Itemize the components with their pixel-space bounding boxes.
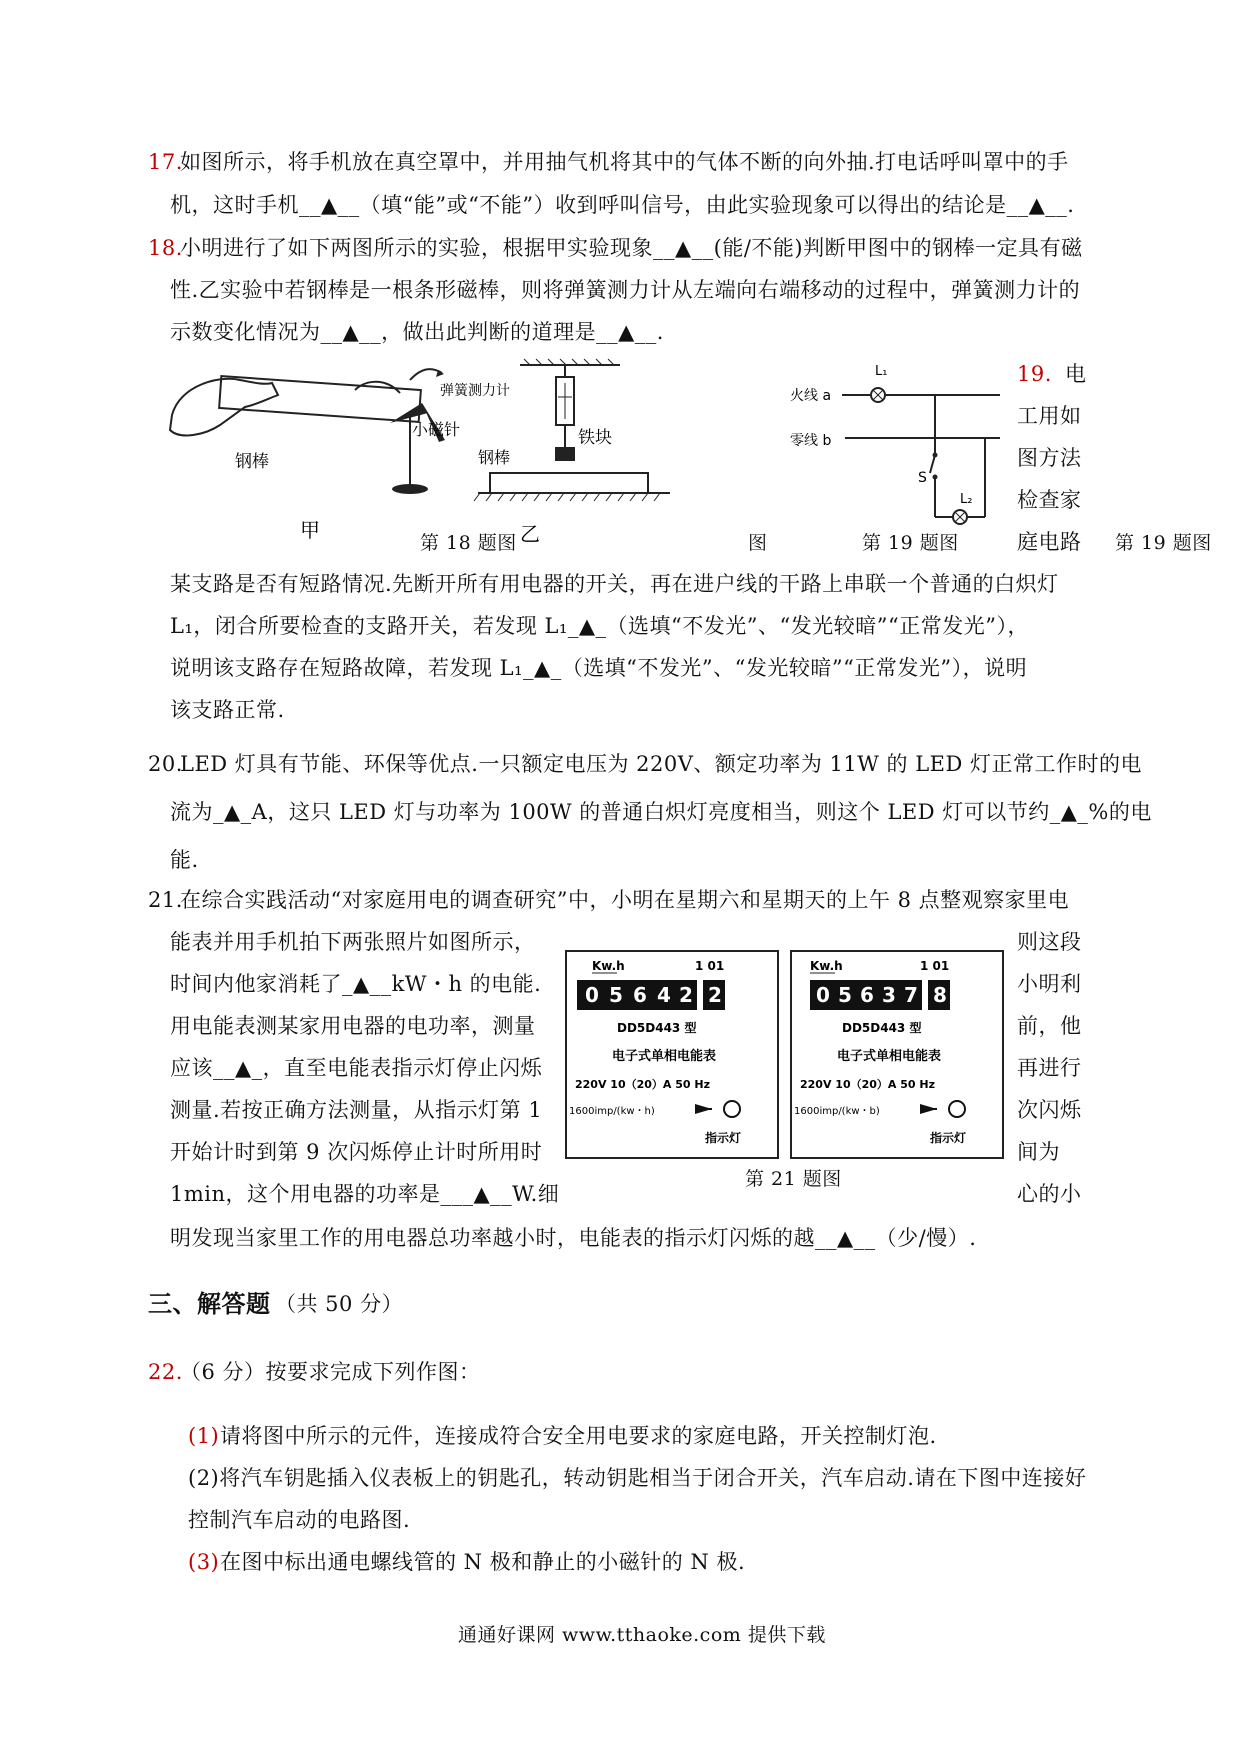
meter-digit: 0: [585, 983, 599, 1007]
meter-digit: 6: [860, 983, 874, 1007]
meter-digit: 2: [679, 983, 693, 1007]
meter-name: 电子式单相电能表: [612, 1049, 717, 1064]
label-steel-rod-yi: 钢棒: [478, 448, 511, 467]
q20-line-3: 能.: [170, 848, 199, 872]
q21-left-3: 用电能表测某家用电器的电功率，测量: [170, 1014, 536, 1038]
q21-line-1: 在综合实践活动“对家庭用电的调查研究”中，小明在星期六和星期天的上午 8 点整观察家里电: [180, 888, 1070, 912]
question-number-21: 21.: [148, 888, 183, 912]
q21-right-5: 次闪烁: [1017, 1098, 1082, 1122]
label-live-wire: 火线 a: [790, 388, 832, 404]
figure-18: [160, 355, 760, 550]
q21-left-2: 时间内他家消耗了_▲__kW・h 的电能.: [170, 972, 542, 996]
meter-digit: 4: [657, 983, 671, 1007]
q19-side-5: 庭电路: [1017, 530, 1082, 554]
q22-part-3-number: (3): [188, 1550, 220, 1574]
q18-line-2: 性.乙实验中若钢棒是一根条形磁棒，则将弹簧测力计从左端向右端移动的过程中，弹簧测力计的: [170, 278, 1081, 302]
q19-line-4: 该支路正常.: [170, 698, 285, 722]
energy-meter-sunday: [790, 950, 1004, 1159]
meter-model: DD5D443 型: [617, 1021, 697, 1035]
meter-unit: Kw.h: [810, 959, 843, 973]
q18-line-1: 小明进行了如下两图所示的实验，根据甲实验现象__▲__(能/不能)判断甲图中的钢棒一定具有磁: [180, 236, 1083, 260]
figure-18-caption: 第 18 题图: [420, 532, 517, 554]
q21-last-line: 明发现当家里工作的用电器总功率越小时，电能表的指示灯闪烁的越__▲__（少/慢）.: [170, 1226, 977, 1250]
meter-rating: 220V 10（20）A 50 Hz: [800, 1078, 936, 1091]
label-iron-block: 铁块: [578, 428, 612, 448]
figure-18-caption-tu: 图: [748, 532, 768, 554]
q19-side-4: 检查家: [1017, 488, 1082, 512]
meter-phase: 1 01: [695, 959, 725, 973]
figure-19-caption-right: 第 19 题图: [1115, 532, 1212, 554]
hand-drawing: [170, 379, 278, 436]
meter-indicator-label: 指示灯: [705, 1131, 742, 1145]
meter-indicator-label: 指示灯: [930, 1131, 967, 1145]
label-yi: 乙: [520, 522, 540, 546]
meter-model: DD5D443 型: [842, 1021, 922, 1035]
steel-rod-jia: [219, 376, 421, 422]
q22-part-2-line-1: (2)将汽车钥匙插入仪表板上的钥匙孔，转动钥匙相当于闭合开关，汽车启动.请在下图中连接好: [188, 1466, 1087, 1490]
section-score-note: （共 50 分）: [275, 1292, 404, 1316]
label-jia: 甲: [300, 518, 320, 542]
q17-line-2: 机，这时手机__▲__（填“能”或“不能”）收到呼叫信号，由此实验现象可以得出的结论是__▲__.: [170, 193, 1075, 217]
label-l1: L₁: [875, 364, 888, 379]
figure-19-caption: 第 19 题图: [862, 532, 959, 554]
question-number-18: 18.: [148, 236, 183, 260]
q19-line-3: 说明该支路存在短路故障，若发现 L₁_▲_（选填“不发光”、“发光较暗”“正常发光”），说明: [170, 656, 1028, 680]
indicator-light: [949, 1101, 965, 1117]
q22-stem: （6 分）按要求完成下列作图：: [180, 1360, 481, 1384]
q21-left-5: 测量.若按正确方法测量，从指示灯第 1: [170, 1098, 543, 1122]
label-l2: L₂: [960, 492, 973, 507]
meter-digit: 3: [882, 983, 896, 1007]
q21-left-1: 能表并用手机拍下两张照片如图所示，: [170, 930, 536, 954]
meter-phase: 1 01: [920, 959, 950, 973]
question-number-20: 20.: [148, 752, 183, 776]
q19-side-2: 工用如: [1017, 404, 1082, 428]
figure-21-caption: 第 21 题图: [745, 1168, 842, 1190]
q22-part-3: 在图中标出通电螺线管的 N 极和静止的小磁针的 N 极.: [220, 1550, 746, 1574]
q21-right-1: 则这段: [1017, 930, 1082, 954]
section-title: 三、解答题: [148, 1289, 271, 1318]
meter-rating: 220V 10（20）A 50 Hz: [575, 1078, 711, 1091]
iron-block: [555, 447, 575, 461]
q21-left-6: 开始计时到第 9 次闪烁停止计时所用时: [170, 1140, 543, 1164]
meter-decimal-digit: 2: [708, 983, 722, 1007]
meter-decimal-digit: 8: [933, 983, 947, 1007]
q22-part-2-line-2: 控制汽车启动的电路图.: [188, 1508, 411, 1532]
label-small-needle: 小磁针: [412, 420, 461, 439]
meter-imp: 1600imp/(kw・b): [794, 1106, 880, 1117]
q21-right-7: 心的小: [1017, 1182, 1082, 1206]
q21-right-2: 小明利: [1017, 972, 1082, 996]
q21-right-3: 前，他: [1017, 1014, 1082, 1038]
meter-digit: 5: [609, 983, 623, 1007]
meter-digit: 5: [838, 983, 852, 1007]
q19-side-1: 电: [1065, 362, 1087, 386]
q17-line-1: 如图所示，将手机放在真空罩中，并用抽气机将其中的气体不断的向外抽.打电话呼叫罩中的手: [180, 150, 1069, 174]
label-switch-s: S: [918, 470, 927, 486]
q22-part-1-number: (1): [188, 1424, 220, 1448]
meter-name: 电子式单相电能表: [837, 1049, 942, 1064]
q19-line-1: 某支路是否有短路情况.先断开所有用电器的开关，再在进户线的干路上串联一个普通的白炽灯: [170, 572, 1059, 596]
indicator-light: [724, 1101, 740, 1117]
q19-side-3: 图方法: [1017, 446, 1082, 470]
energy-meter-saturday: [565, 950, 779, 1159]
meter-digit: 6: [633, 983, 647, 1007]
figure-19: [790, 355, 1005, 535]
label-neutral-wire: 零线 b: [790, 433, 832, 449]
label-steel-rod: 钢棒: [235, 452, 269, 472]
q22-part-1: 请将图中所示的元件，连接成符合安全用电要求的家庭电路，开关控制灯泡.: [220, 1424, 937, 1448]
question-number-19: 19.: [1017, 362, 1052, 386]
q21-right-6: 间为: [1017, 1140, 1060, 1164]
question-number-17: 17.: [148, 150, 183, 174]
q18-line-3: 示数变化情况为__▲__，做出此判断的道理是__▲__.: [170, 320, 664, 344]
page-footer: 通通好课网 www.tthaoke.com 提供下载: [458, 1624, 826, 1646]
label-spring-scale: 弹簧测力计: [440, 383, 510, 399]
q20-line-2: 流为_▲_A，这只 LED 灯与功率为 100W 的普通白炽灯亮度相当，则这个 LED 灯可以节约_▲_%的电: [170, 800, 1152, 824]
question-number-22: 22.: [148, 1360, 183, 1384]
q21-left-4: 应该__▲_，直至电能表指示灯停止闪烁: [170, 1056, 543, 1080]
steel-rod-yi: [490, 473, 648, 493]
meter-digit: 7: [904, 983, 918, 1007]
q19-line-2: L₁，闭合所要检查的支路开关，若发现 L₁_▲_（选填“不发光”、“发光较暗”“正常发光”），: [170, 614, 1029, 638]
q21-left-7: 1min，这个用电器的功率是___▲__W.细: [170, 1182, 560, 1206]
q20-line-1: LED 灯具有节能、环保等优点.一只额定电压为 220V、额定功率为 11W 的 LED 灯正常工作时的电: [180, 752, 1143, 776]
meter-unit: Kw.h: [592, 959, 625, 973]
meter-digit: 0: [816, 983, 830, 1007]
q21-right-4: 再进行: [1017, 1056, 1082, 1080]
meter-imp: 1600imp/(kw・h): [569, 1106, 655, 1117]
